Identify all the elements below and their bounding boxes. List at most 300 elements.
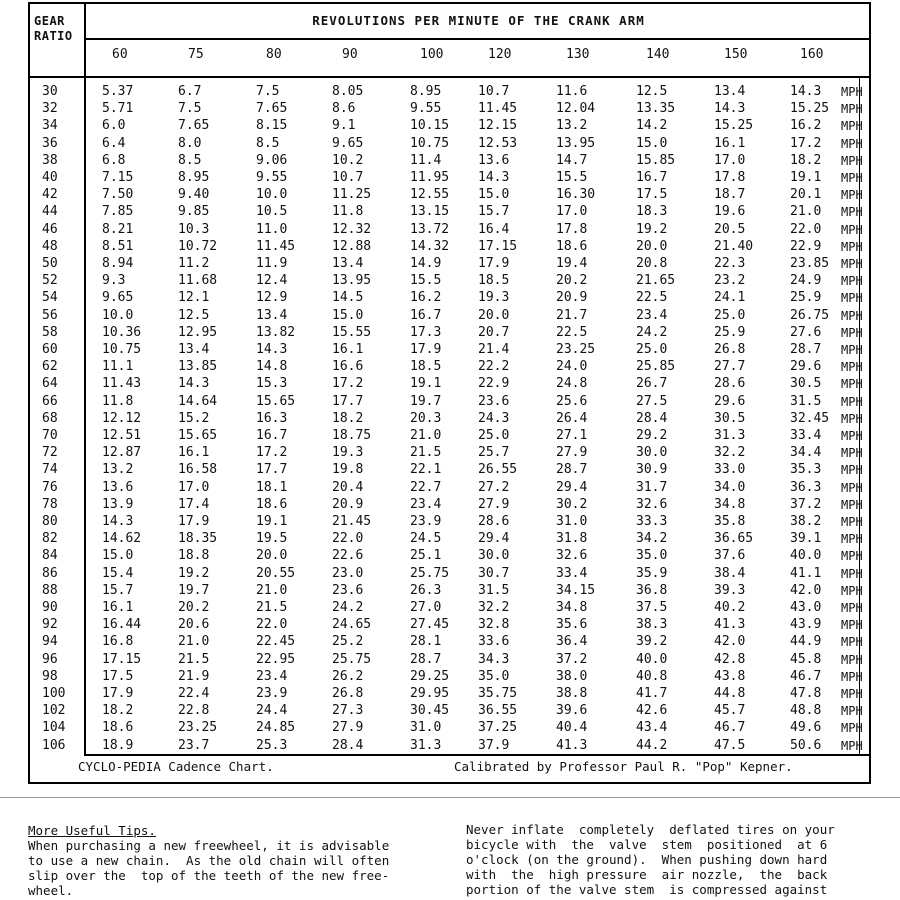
speed-cell: 48.8 (790, 703, 822, 719)
speed-cell: 39.1 (790, 531, 822, 547)
speed-cell: 22.9 (478, 376, 510, 392)
speed-cell: 18.5 (410, 359, 442, 375)
speed-cell: 12.88 (332, 238, 372, 254)
speed-cell: 12.5 (178, 307, 210, 323)
speed-cell: 14.32 (410, 238, 450, 254)
speed-cell: 38.4 (714, 565, 746, 581)
unit-label: MPH (841, 239, 863, 254)
speed-cell: 38.2 (790, 514, 822, 529)
speed-cell: 14.3 (478, 170, 510, 185)
speed-cell: 32.2 (714, 445, 746, 461)
speed-cell: 34.8 (714, 496, 746, 512)
gear-ratio-cell: 38 (42, 152, 58, 168)
speed-cell: 25.9 (714, 324, 746, 340)
unit-label: MPH (841, 411, 863, 426)
speed-cell: 39.2 (636, 634, 668, 650)
speed-cell: 10.36 (102, 324, 142, 340)
speed-cell: 18.35 (178, 531, 218, 547)
speed-cell: 42.0 (790, 582, 822, 598)
speed-cell: 17.0 (178, 479, 210, 495)
gear-ratio-cell: 36 (42, 135, 58, 151)
speed-cell: 10.75 (102, 342, 142, 357)
speed-cell: 24.0 (556, 359, 588, 375)
tips-left-text: When purchasing a new freewheel, it is advisable to use a new chain. As the old chain will often slip over the top of the teeth of the new free- wheel. (28, 838, 390, 898)
speed-cell: 26.4 (556, 410, 588, 426)
speed-cell: 24.2 (332, 600, 364, 615)
speed-cell: 16.44 (102, 617, 142, 633)
gear-ratio-cell: 58 (42, 324, 58, 340)
speed-cell: 20.2 (556, 273, 588, 289)
speed-cell: 14.64 (178, 393, 218, 409)
speed-cell: 12.51 (102, 428, 142, 443)
speed-cell: 17.9 (178, 514, 210, 529)
rpm-header-75: 75 (188, 47, 204, 62)
speed-cell: 12.9 (256, 290, 288, 306)
speed-cell: 23.4 (410, 496, 442, 512)
speed-cell: 15.65 (178, 428, 218, 443)
speed-cell: 20.0 (256, 548, 288, 564)
speed-cell: 40.0 (790, 548, 822, 564)
speed-cell: 13.82 (256, 324, 296, 340)
speed-cell: 41.7 (636, 686, 668, 701)
speed-cell: 22.5 (636, 290, 668, 306)
speed-cell: 9.55 (410, 101, 442, 117)
speed-cell: 44.8 (714, 686, 746, 701)
speed-cell: 30.0 (636, 445, 668, 461)
unit-label: MPH (841, 635, 863, 650)
speed-cell: 25.0 (714, 307, 746, 323)
speed-cell: 11.8 (102, 393, 134, 409)
gear-ratio-cell: 80 (42, 514, 58, 529)
speed-cell: 31.3 (410, 737, 442, 753)
speed-cell: 11.45 (478, 101, 518, 117)
speed-cell: 21.65 (636, 273, 676, 289)
speed-cell: 42.8 (714, 651, 746, 667)
speed-cell: 17.7 (256, 462, 288, 478)
speed-cell: 41.3 (714, 617, 746, 633)
speed-cell: 17.9 (478, 256, 510, 271)
speed-cell: 32.2 (478, 600, 510, 615)
speed-cell: 22.2 (478, 359, 510, 375)
speed-cell: 8.05 (332, 84, 364, 99)
speed-cell: 24.4 (256, 703, 288, 719)
speed-cell: 45.7 (714, 703, 746, 719)
speed-cell: 8.5 (256, 135, 280, 151)
speed-cell: 25.85 (636, 359, 676, 375)
speed-cell: 42.0 (714, 634, 746, 650)
unit-label: MPH (841, 463, 863, 478)
speed-cell: 8.95 (178, 170, 210, 185)
speed-cell: 15.3 (256, 376, 288, 392)
unit-label: MPH (841, 325, 863, 340)
gear-ratio-cell: 54 (42, 290, 58, 306)
speed-cell: 19.3 (332, 445, 364, 461)
speed-cell: 19.8 (332, 462, 364, 478)
speed-cell: 23.4 (256, 668, 288, 684)
speed-cell: 17.5 (636, 187, 668, 203)
speed-cell: 33.0 (714, 462, 746, 478)
speed-cell: 25.9 (790, 290, 822, 306)
unit-label: MPH (841, 549, 863, 564)
speed-cell: 41.1 (790, 565, 822, 581)
speed-cell: 28.4 (636, 410, 668, 426)
speed-cell: 11.6 (556, 84, 588, 99)
speed-cell: 18.8 (178, 548, 210, 564)
speed-cell: 13.95 (556, 135, 596, 151)
speed-cell: 13.9 (102, 496, 134, 512)
speed-cell: 47.8 (790, 686, 822, 701)
speed-cell: 7.85 (102, 204, 134, 220)
speed-cell: 25.6 (556, 393, 588, 409)
speed-cell: 20.6 (178, 617, 210, 633)
speed-cell: 11.25 (332, 187, 372, 203)
rpm-header-100: 100 (420, 47, 444, 62)
speed-cell: 44.9 (790, 634, 822, 650)
chart-caption: CYCLO-PEDIA Cadence Chart. (78, 759, 274, 774)
speed-cell: 22.5 (556, 324, 588, 340)
speed-cell: 25.0 (636, 342, 668, 357)
speed-cell: 20.3 (410, 410, 442, 426)
speed-cell: 9.40 (178, 187, 210, 203)
speed-cell: 37.25 (478, 720, 518, 736)
speed-cell: 18.2 (790, 152, 822, 168)
speed-cell: 14.3 (178, 376, 210, 392)
speed-cell: 12.95 (178, 324, 218, 340)
speed-cell: 10.7 (478, 84, 510, 99)
speed-cell: 9.65 (332, 135, 364, 151)
speed-cell: 16.6 (332, 359, 364, 375)
gear-ratio-cell: 44 (42, 204, 58, 220)
gear-ratio-cell: 104 (42, 720, 66, 736)
speed-cell: 43.8 (714, 668, 746, 684)
speed-cell: 11.8 (332, 204, 364, 220)
speed-cell: 22.95 (256, 651, 296, 667)
speed-cell: 32.6 (556, 548, 588, 564)
speed-cell: 11.68 (178, 273, 218, 289)
section-divider (0, 797, 900, 798)
speed-cell: 26.55 (478, 462, 518, 478)
speed-cell: 40.8 (636, 668, 668, 684)
speed-cell: 18.1 (256, 479, 288, 495)
speed-cell: 11.4 (410, 152, 442, 168)
unit-label: MPH (841, 446, 863, 461)
speed-cell: 22.0 (332, 531, 364, 547)
speed-cell: 22.0 (256, 617, 288, 633)
speed-cell: 37.2 (556, 651, 588, 667)
speed-cell: 21.5 (178, 651, 210, 667)
speed-cell: 30.7 (478, 565, 510, 581)
gear-ratio-cell: 30 (42, 84, 58, 99)
speed-cell: 35.0 (478, 668, 510, 684)
speed-cell: 11.0 (256, 221, 288, 237)
speed-cell: 15.25 (714, 118, 754, 134)
gear-label: GEAR (34, 14, 65, 28)
speed-cell: 31.5 (478, 582, 510, 598)
speed-cell: 15.2 (178, 410, 210, 426)
gear-ratio-cell: 60 (42, 342, 58, 357)
speed-cell: 25.3 (256, 737, 288, 753)
speed-cell: 16.4 (478, 221, 510, 237)
speed-cell: 22.3 (714, 256, 746, 271)
speed-cell: 30.5 (790, 376, 822, 392)
unit-label: MPH (841, 394, 863, 409)
unit-label: MPH (841, 704, 863, 719)
speed-cell: 17.4 (178, 496, 210, 512)
speed-cell: 17.7 (332, 393, 364, 409)
unit-label: MPH (841, 171, 863, 185)
speed-cell: 43.4 (636, 720, 668, 736)
speed-cell: 28.6 (714, 376, 746, 392)
speed-cell: 20.4 (332, 479, 364, 495)
speed-cell: 22.1 (410, 462, 442, 478)
speed-cell: 46.7 (714, 720, 746, 736)
speed-cell: 34.2 (636, 531, 668, 547)
gear-ratio-cell: 100 (42, 686, 66, 701)
speed-cell: 17.15 (478, 238, 518, 254)
speed-cell: 35.8 (714, 514, 746, 529)
speed-cell: 26.8 (332, 686, 364, 701)
speed-cell: 13.2 (556, 118, 588, 134)
speed-cell: 15.55 (332, 324, 372, 340)
speed-cell: 34.8 (556, 600, 588, 615)
speed-cell: 11.45 (256, 238, 296, 254)
unit-label: MPH (841, 687, 863, 701)
speed-cell: 13.35 (636, 101, 676, 117)
speed-cell: 35.75 (478, 686, 518, 701)
speed-cell: 26.8 (714, 342, 746, 357)
speed-cell: 14.3 (102, 514, 134, 529)
speed-cell: 8.0 (178, 135, 202, 151)
gear-ratio-cell: 42 (42, 187, 58, 203)
speed-cell: 12.04 (556, 101, 596, 117)
speed-cell: 19.5 (256, 531, 288, 547)
rpm-title: REVOLUTIONS PER MINUTE OF THE CRANK ARM (86, 4, 871, 40)
gear-ratio-cell: 84 (42, 548, 58, 564)
speed-cell: 43.9 (790, 617, 822, 633)
speed-cell: 21.0 (790, 204, 822, 220)
speed-cell: 28.7 (790, 342, 822, 357)
unit-label: MPH (841, 497, 863, 512)
speed-cell: 33.6 (478, 634, 510, 650)
speed-cell: 8.6 (332, 101, 356, 117)
unit-label: MPH (841, 291, 863, 306)
speed-cell: 30.5 (714, 410, 746, 426)
speed-cell: 16.30 (556, 187, 596, 203)
speed-cell: 21.0 (410, 428, 442, 443)
speed-cell: 13.6 (478, 152, 510, 168)
speed-cell: 6.7 (178, 84, 202, 99)
gear-ratio-cell: 40 (42, 170, 58, 185)
speed-cell: 14.3 (790, 84, 822, 99)
gear-ratio-cell: 50 (42, 256, 58, 271)
speed-cell: 38.3 (636, 617, 668, 633)
speed-cell: 15.0 (102, 548, 134, 564)
speed-cell: 18.7 (714, 187, 746, 203)
speed-cell: 9.06 (256, 152, 288, 168)
speed-cell: 35.6 (556, 617, 588, 633)
unit-label: MPH (841, 652, 863, 667)
unit-label: MPH (841, 136, 863, 151)
speed-cell: 15.0 (332, 307, 364, 323)
speed-cell: 9.3 (102, 273, 126, 289)
speed-cell: 8.95 (410, 84, 442, 99)
unit-label: MPH (841, 738, 863, 753)
speed-cell: 6.0 (102, 118, 126, 134)
speed-cell: 16.7 (410, 307, 442, 323)
speed-cell: 16.2 (410, 290, 442, 306)
speed-cell: 11.1 (102, 359, 134, 375)
speed-cell: 13.6 (102, 479, 134, 495)
speed-cell: 27.3 (332, 703, 364, 719)
unit-label: MPH (841, 85, 863, 99)
speed-cell: 15.25 (790, 101, 830, 117)
speed-cell: 16.2 (790, 118, 822, 134)
speed-cell: 31.7 (636, 479, 668, 495)
speed-cell: 10.0 (102, 307, 134, 323)
speed-cell: 29.4 (478, 531, 510, 547)
speed-cell: 7.5 (256, 84, 280, 99)
speed-cell: 24.8 (556, 376, 588, 392)
speed-cell: 17.8 (556, 221, 588, 237)
speed-cell: 15.0 (478, 187, 510, 203)
header-divider (30, 76, 871, 78)
unit-label: MPH (841, 343, 863, 357)
speed-cell: 14.2 (636, 118, 668, 134)
speed-cell: 8.15 (256, 118, 288, 134)
speed-cell: 20.9 (556, 290, 588, 306)
speed-cell: 27.9 (332, 720, 364, 736)
speed-cell: 20.0 (636, 238, 668, 254)
gear-ratio-cell: 92 (42, 617, 58, 633)
speed-cell: 28.7 (556, 462, 588, 478)
speed-cell: 8.51 (102, 238, 134, 254)
speed-cell: 18.9 (102, 737, 134, 753)
speed-cell: 20.9 (332, 496, 364, 512)
speed-cell: 17.8 (714, 170, 746, 185)
speed-cell: 17.3 (410, 324, 442, 340)
speed-cell: 6.4 (102, 135, 126, 151)
speed-cell: 19.3 (478, 290, 510, 306)
speed-cell: 29.4 (556, 479, 588, 495)
speed-cell: 35.3 (790, 462, 822, 478)
speed-cell: 22.45 (256, 634, 296, 650)
speed-cell: 22.6 (332, 548, 364, 564)
speed-cell: 13.72 (410, 221, 450, 237)
rpm-header-120: 120 (488, 47, 512, 62)
speed-cell: 36.8 (636, 582, 668, 598)
speed-cell: 29.95 (410, 686, 450, 701)
speed-cell: 21.40 (714, 238, 754, 254)
unit-label: MPH (841, 274, 863, 289)
speed-cell: 11.2 (178, 256, 210, 271)
speed-cell: 43.0 (790, 600, 822, 615)
speed-cell: 12.4 (256, 273, 288, 289)
speed-cell: 9.1 (332, 118, 356, 134)
speed-cell: 27.2 (478, 479, 510, 495)
speed-cell: 23.4 (636, 307, 668, 323)
speed-cell: 17.9 (102, 686, 134, 701)
speed-cell: 34.0 (714, 479, 746, 495)
speed-cell: 15.5 (410, 273, 442, 289)
speed-cell: 28.7 (410, 651, 442, 667)
gear-ratio-cell: 74 (42, 462, 58, 478)
unit-label: MPH (841, 308, 863, 323)
speed-cell: 19.2 (636, 221, 668, 237)
unit-label: MPH (841, 205, 863, 220)
speed-cell: 27.45 (410, 617, 450, 633)
speed-cell: 12.53 (478, 135, 518, 151)
speed-cell: 39.3 (714, 582, 746, 598)
speed-cell: 29.25 (410, 668, 450, 684)
speed-cell: 10.3 (178, 221, 210, 237)
gear-ratio-cell: 32 (42, 101, 58, 117)
gear-ratio-cell: 62 (42, 359, 58, 375)
gear-ratio-cell: 76 (42, 479, 58, 495)
speed-cell: 10.5 (256, 204, 288, 220)
speed-cell: 13.85 (178, 359, 218, 375)
speed-cell: 19.7 (410, 393, 442, 409)
rpm-header-160: 160 (800, 47, 824, 62)
speed-cell: 13.2 (102, 462, 134, 478)
speed-cell: 21.5 (256, 600, 288, 615)
speed-cell: 26.2 (332, 668, 364, 684)
speed-cell: 40.0 (636, 651, 668, 667)
speed-cell: 11.95 (410, 170, 450, 185)
speed-cell: 13.4 (256, 307, 288, 323)
speed-cell: 15.65 (256, 393, 296, 409)
speed-cell: 33.4 (790, 428, 822, 443)
speed-cell: 14.3 (714, 101, 746, 117)
speed-cell: 18.2 (332, 410, 364, 426)
speed-cell: 7.5 (178, 101, 202, 117)
speed-cell: 34.4 (790, 445, 822, 461)
speed-cell: 15.7 (478, 204, 510, 220)
speed-cell: 21.9 (178, 668, 210, 684)
speed-cell: 12.15 (478, 118, 518, 134)
speed-cell: 22.8 (178, 703, 210, 719)
gear-ratio-cell: 52 (42, 273, 58, 289)
speed-cell: 30.45 (410, 703, 450, 719)
speed-cell: 23.0 (332, 565, 364, 581)
rpm-header-150: 150 (724, 47, 748, 62)
calibration-credit: Calibrated by Professor Paul R. "Pop" Kepner. (454, 759, 793, 774)
gear-ratio-cell: 70 (42, 428, 58, 443)
speed-cell: 28.1 (410, 634, 442, 650)
speed-cell: 17.9 (410, 342, 442, 357)
speed-cell: 47.5 (714, 737, 746, 753)
speed-cell: 30.9 (636, 462, 668, 478)
speed-cell: 25.75 (332, 651, 372, 667)
speed-cell: 24.9 (790, 273, 822, 289)
speed-cell: 25.1 (410, 548, 442, 564)
speed-cell: 15.4 (102, 565, 134, 581)
speed-cell: 17.0 (556, 204, 588, 220)
speed-cell: 17.15 (102, 651, 142, 667)
speed-cell: 19.1 (790, 170, 822, 185)
gear-ratio-cell: 102 (42, 703, 66, 719)
unit-label: MPH (841, 480, 863, 495)
speed-cell: 12.1 (178, 290, 210, 306)
speed-cell: 29.2 (636, 428, 668, 443)
speed-cell: 17.2 (790, 135, 822, 151)
speed-cell: 33.3 (636, 514, 668, 529)
gear-ratio-cell: 34 (42, 118, 58, 134)
unit-label: MPH (841, 360, 863, 375)
speed-cell: 8.94 (102, 256, 134, 271)
speed-cell: 31.0 (410, 720, 442, 736)
speed-cell: 25.2 (332, 634, 364, 650)
speed-cell: 26.3 (410, 582, 442, 598)
